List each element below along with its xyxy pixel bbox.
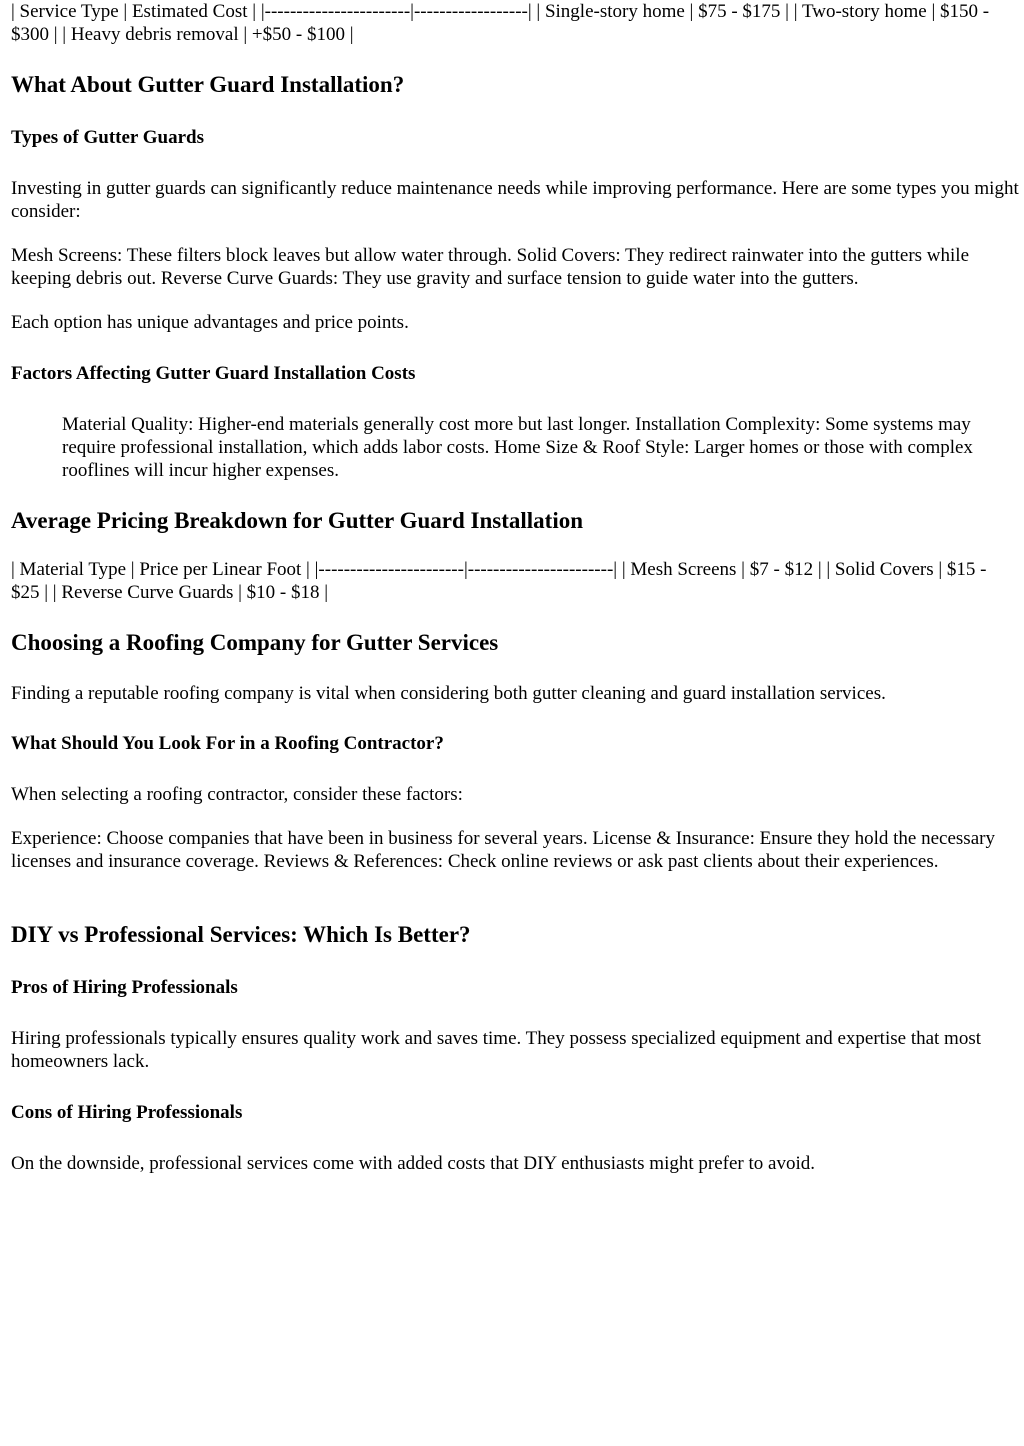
- contractor-factors-text: Experience: Choose companies that have been in business for several years. License & Insurance: Ensure they hold the necessary licenses and insurance coverage. Reviews & References: Check online reviews or ask past clients about their experiences.: [11, 828, 995, 872]
- roofing-company-heading: Choosing a Roofing Company for Gutter Services: [11, 630, 499, 655]
- contractor-heading: What Should You Look For in a Roofing Contractor?: [11, 733, 444, 754]
- guard-cost-factors-text: Material Quality: Higher-end materials generally cost more but last longer. Installation Complexity: Some systems may require professional installation, which adds labor costs. Home Size & Roof Style: Larger homes or those with complex rooflines will incur higher expenses.: [62, 414, 973, 481]
- guard-types-note: Each option has unique advantages and price points.: [11, 312, 409, 333]
- diy-vs-pro-heading: DIY vs Professional Services: Which Is Better?: [11, 922, 471, 947]
- pricing-breakdown-heading: Average Pricing Breakdown for Gutter Guard Installation: [11, 508, 584, 533]
- pros-text: Hiring professionals typically ensures quality work and saves time. They possess specialized equipment and expertise that most homeowners lack.: [11, 1028, 982, 1072]
- gutter-guard-heading: What About Gutter Guard Installation?: [11, 72, 405, 97]
- guard-types-intro: Investing in gutter guards can significantly reduce maintenance needs while improving performance. Here are some types you might consider:: [11, 178, 1019, 222]
- pros-heading: Pros of Hiring Professionals: [11, 977, 238, 998]
- cons-text: On the downside, professional services come with added costs that DIY enthusiasts might prefer to avoid.: [11, 1153, 815, 1174]
- guard-cost-factors-heading: Factors Affecting Gutter Guard Installation Costs: [11, 363, 416, 384]
- contractor-intro: When selecting a roofing contractor, consider these factors:: [11, 784, 463, 805]
- cons-heading: Cons of Hiring Professionals: [11, 1102, 243, 1123]
- guard-types-list: Mesh Screens: These filters block leaves but allow water through. Solid Covers: They redirect rainwater into the gutters while keeping debris out. Reverse Curve Guards: They use gravity and surface tension to guide water into the gutters.: [11, 245, 970, 289]
- cleaning-cost-table-text: | Service Type | Estimated Cost | |-----------------------|------------------| | Single-story home | $75 - $175 | | Two-story home | $150 - $300 | | Heavy debris removal | +$50 - $100 |: [11, 1, 990, 45]
- guard-types-heading: Types of Gutter Guards: [11, 127, 204, 148]
- roofing-company-text: Finding a reputable roofing company is vital when considering both gutter cleaning and guard installation services.: [11, 683, 886, 704]
- pricing-table-text: | Material Type | Price per Linear Foot | |-----------------------|-----------------------| | Mesh Screens | $7 - $12 | | Solid Covers | $15 - $25 | | Reverse Curve Guards | $10 - $18 |: [11, 559, 987, 603]
